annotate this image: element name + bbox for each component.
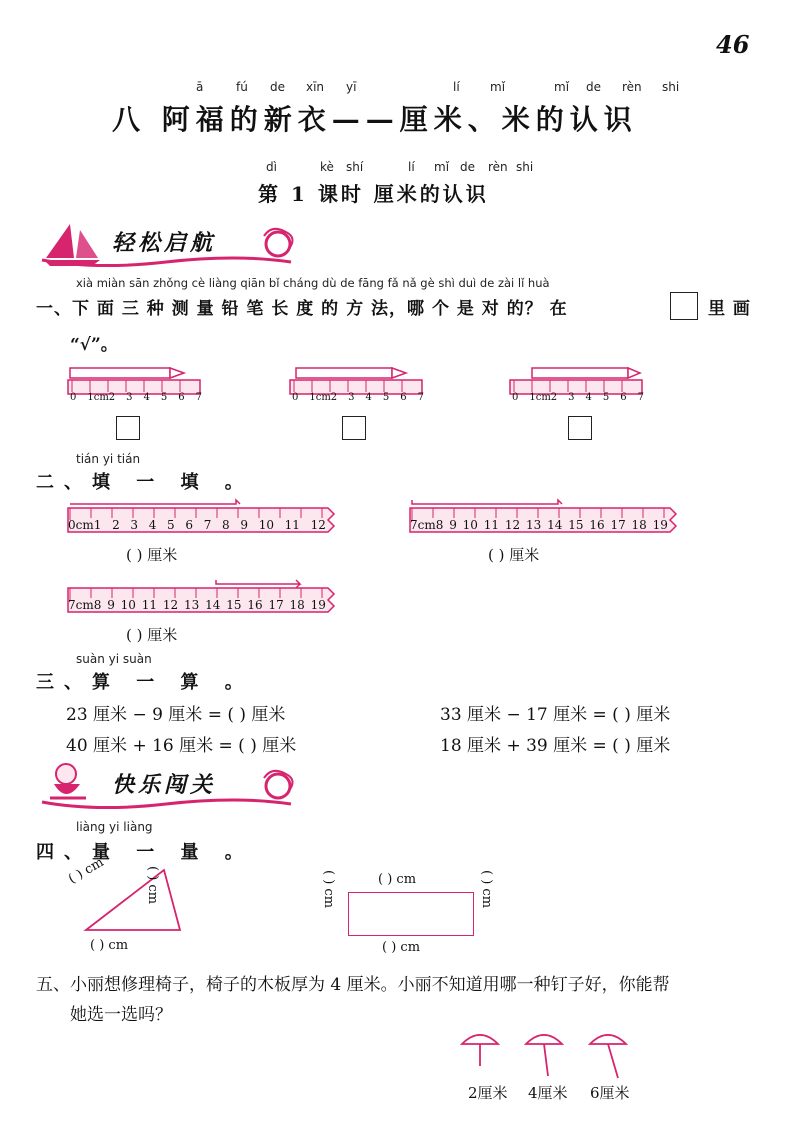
q1-ruler-a-labels: 0 1cm2 3 4 5 6 7 [70,392,202,403]
page-number: 46 [716,30,750,59]
q1-question: 一、下 面 三 种 测 量 铅 笔 长 度 的 方 法，哪 个 是 对 的？ 在 [36,299,568,319]
q1-ruler-b [288,362,428,406]
q2-answer-3[interactable]: ( ) 厘米 [126,626,178,644]
section-banner-1 [36,218,296,262]
q2-ruler-2 [408,498,680,542]
q4-pinyin: liàng yi liàng [76,820,153,834]
q1-answer-box-c[interactable] [568,416,592,440]
q1-ruler-a [66,362,206,406]
q3-item-1[interactable]: 23 厘米 − 9 厘米 = ( ) 厘米 [66,705,286,725]
q4-rect-top[interactable]: ( ) cm [378,872,417,887]
q3-item-3[interactable]: 40 厘米 + 16 厘米 = ( ) 厘米 [66,736,297,756]
q2-answer-2[interactable]: ( ) 厘米 [488,546,540,564]
q5-line-1: 五、小丽想修理椅子，椅子的木板厚为 4 厘米。小丽不知道用哪一种钉子好，你能帮 [36,975,670,995]
q4-title: 四、量 一 量 。 [36,842,253,863]
q2-ruler-3 [66,578,338,622]
q1-ruler-c [508,362,648,406]
lesson-title: 八 阿福的新衣——厘米、米的认识 [112,103,638,136]
q2-ruler-3-labels: 7cm8 9 10 11 12 13 14 15 16 17 18 19 [68,598,326,612]
q3-item-4[interactable]: 18 厘米 + 39 厘米 = ( ) 厘米 [440,736,671,756]
q1-answer-box-b[interactable] [342,416,366,440]
q1-ruler-b-labels: 0 1cm2 3 4 5 6 7 [292,392,424,403]
q4-triangle-base[interactable]: ( ) cm [90,938,129,953]
q1-check-mark-line: “√”。 [70,335,118,355]
nail-label-6cm: 6厘米 [590,1084,630,1102]
q1-pinyin: xià miàn sān zhǒng cè liàng qiān bǐ cháng dù de fāng fǎ nǎ gè shì duì de zài lǐ huà [76,276,550,290]
nail-label-4cm: 4厘米 [528,1084,568,1102]
q3-title: 三、算 一 算 。 [36,672,253,693]
q3-pinyin: suàn yi suàn [76,652,152,666]
q4-triangle-side-left[interactable]: ( ) cm [66,854,107,887]
q2-ruler-1 [66,498,338,542]
q2-pinyin: tián yi tián [76,452,141,466]
q2-title: 二、填 一 填 。 [36,472,253,493]
q1-inline-box [670,292,698,320]
q4-triangle [80,866,190,936]
section-banner-2 [36,760,296,804]
q4-triangle-side-right[interactable]: ( ) cm [145,866,160,905]
nail-label-2cm: 2厘米 [468,1084,508,1102]
banner-1-text: 轻松启航 [112,231,217,256]
q3-item-2[interactable]: 33 厘米 − 17 厘米 = ( ) 厘米 [440,705,671,725]
q4-rect-bottom[interactable]: ( ) cm [382,940,421,955]
q2-answer-1[interactable]: ( ) 厘米 [126,546,178,564]
lesson-subtitle: 第 1 课时 厘米的认识 [258,182,489,206]
q1-answer-box-a[interactable] [116,416,140,440]
q5-line-2: 她选一选吗？ [70,1005,172,1025]
q2-ruler-2-labels: 7cm8 9 10 11 12 13 14 15 16 17 18 19 [410,518,668,532]
banner-2-text: 快乐闯关 [112,773,217,798]
q1-question-end: 里 画 [708,299,751,319]
q4-rect-left[interactable]: ( ) cm [321,870,336,909]
q4-rect-right[interactable]: ( ) cm [479,870,494,909]
q4-rectangle [348,892,474,936]
q2-ruler-1-labels: 0cm1 2 3 4 5 6 7 8 9 10 11 12 [68,518,326,532]
q1-ruler-c-labels: 0 1cm2 3 4 5 6 7 [512,392,644,403]
nails-illustration [456,1030,646,1080]
